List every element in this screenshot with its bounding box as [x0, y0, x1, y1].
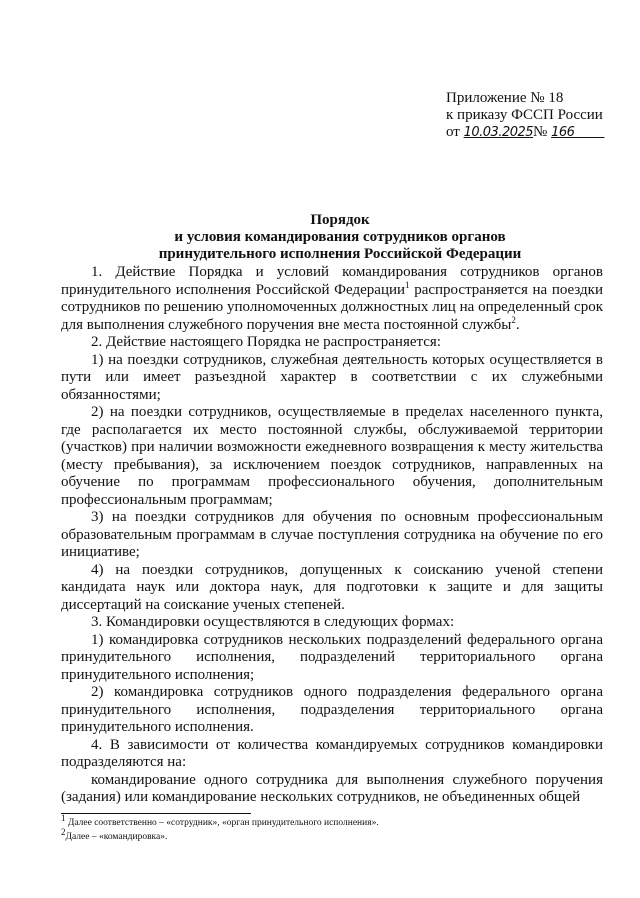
footnote-1 — [61, 812, 601, 829]
list-item-3-2: 2) командировка сотрудников одного подразделения федерального органа принудительного исполнения, подразделения территориального органа принудительного исполнения. — [61, 684, 603, 735]
list-item-3-1: 1) командировка сотрудников нескольких подразделений федерального органа принудительного исполнения, подразделений территориального органа принудительного исполнения; — [61, 631, 603, 683]
appendix-number-label: № — [533, 124, 552, 140]
title-line-3: принудительного исполнения Российской Федерации — [158, 246, 522, 262]
footnote-2-text: Далее – «командировка». — [65, 832, 168, 842]
appendix-header — [446, 90, 616, 141]
paragraph-4: 4. В зависимости от количества командируемых сотрудников командировки подразделяются на: — [61, 736, 603, 770]
paragraph-1-text-a: 1. Действие Порядка и условий командирования сотрудников органов принудительного исполнения Российской Федерации — [61, 264, 603, 298]
list-item-2-3: 3) на поездки сотрудников для обучения по основным профессиональным образовательным программам в случае поступления сотрудника на обучение по его инициативе; — [61, 509, 603, 560]
list-item-2-2: 2) на поездки сотрудников, осуществляемые в пределах населенного пункта, где располагается их место постоянной службы, обслуживаемой территории (участков) при наличии возможности ежедневного возвращения к месту жительства (месту пребывания), за исключением поездок сотрудников, направленных на обучение по программам профессионального обучения, дополнительным профессиональным программам; — [61, 404, 603, 508]
appendix-date-number — [446, 124, 616, 141]
appendix-order-ref: к приказу ФССП России — [446, 107, 603, 123]
list-item-2-1: 1) на поездки сотрудников, служебная деятельность которых осуществляется в пути или имеет разъездной характер в соответствии с их служебными обязанностями; — [61, 351, 603, 403]
footnote-2-mark: 2 — [61, 826, 66, 837]
list-item-4-1: командирование одного сотрудника для выполнения служебного поручения (задания) или командирование нескольких сотрудников, не объединенных общей — [61, 771, 603, 805]
footnote-ref-2: 2 — [511, 314, 516, 325]
document-body — [61, 264, 603, 807]
paragraph-1-text-b: распространяется на поездки сотрудников по решению уполномоченных должностных лиц на определенный срок для выполнения служебного поручения вне места постоянной службы — [61, 281, 603, 333]
footnote-divider — [61, 813, 251, 814]
footnote-ref-1: 1 — [405, 279, 410, 290]
footnote-1-mark: 1 — [61, 812, 66, 823]
paragraph-2: 2. Действие настоящего Порядка не распространяется: — [91, 334, 441, 350]
footnote-2 — [61, 826, 601, 843]
paragraph-3: 3. Командировки осуществляются в следующих формах: — [91, 614, 455, 630]
handwritten-date: 10.03.2025 — [463, 125, 534, 140]
appendix-from-label: от — [446, 124, 464, 140]
document-title — [60, 212, 620, 263]
title-line-1: Порядок — [310, 212, 370, 228]
footnote-1-text: Далее соответственно – «сотрудник», «орган принудительного исполнения». — [65, 818, 379, 828]
appendix-number: Приложение № 18 — [446, 90, 564, 106]
paragraph-1 — [61, 264, 603, 334]
handwritten-order-number: 166 — [551, 125, 575, 140]
title-line-2: и условия командирования сотрудников органов — [174, 229, 506, 245]
paragraph-1-text-c: . — [515, 316, 520, 333]
list-item-2-4: 4) на поездки сотрудников, допущенных к соисканию ученой степени кандидата наук или доктора наук, для подготовки к защите и для защиты диссертаций на соискание ученых степеней. — [61, 561, 603, 613]
